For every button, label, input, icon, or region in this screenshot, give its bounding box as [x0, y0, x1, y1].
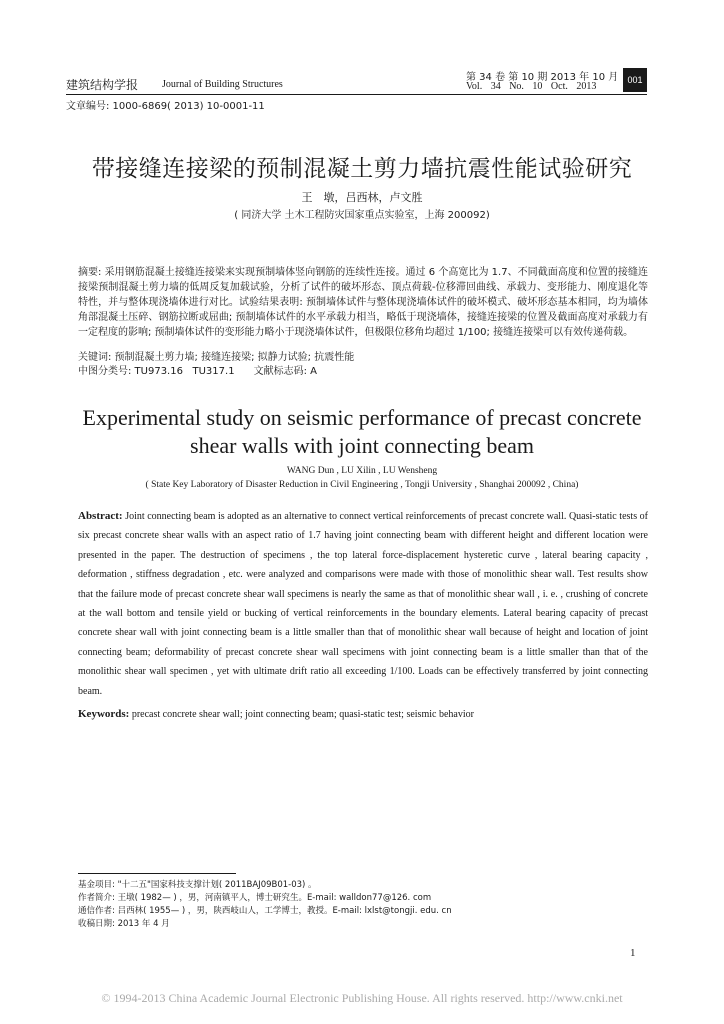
authors-en: WANG Dun , LU Xilin , LU Wensheng [286, 466, 438, 476]
keywords-en-body: precast concrete shear wall; joint connecting beam; quasi-static test; seismic behavior [131, 709, 474, 720]
paper-title-en [0, 404, 724, 460]
copyright-watermark: © 1994-2013 China Academic Journal Electronic Publishing House. All rights reserved. http://www.cnki.net [101, 991, 623, 1005]
keywords-en [78, 708, 474, 720]
keywords-cn: 关键词: 预制混凝土剪力墙; 接缝连接梁; 拟静力试验; 抗震性能 [78, 352, 355, 363]
affiliation-en: ( State Key Laboratory of Disaster Reduction in Civil Engineering , Tongji University , Shanghai 200092 , China) [145, 480, 579, 490]
abstract-en-label: Abstract: [78, 510, 123, 522]
keywords-en-label: Keywords: [78, 708, 130, 720]
authors-cn: 王 墩，吕西林，卢文胜 [301, 191, 423, 204]
paper-title-en-line2: shear walls with joint connecting beam [190, 433, 534, 458]
affiliation-cn: ( 同济大学 土木工程防灾国家重点实验室，上海 200092) [234, 210, 490, 221]
footnote-rule [78, 873, 236, 874]
classification-code-cn: 中图分类号: TU973.16 TU317.1 文献标志码: A [78, 366, 318, 377]
abstract-en-body: Joint connecting beam is adopted as an alternative to connect vertical reinforcements of precast concrete wall. Quasi-static tests of six precast concrete shear walls with an aspect ratio of 1.7 having joint connecting beam with different height and different location were presented in the paper. The destruction of specimens , the top lateral force-displacement hysteretic curve , lateral bearing capacity , deformation , stiffness degradation , etc. were analyzed and comparisons were made with those of monolithic shear wall. Test results show that the failure mode of precast concrete shear wall specimens is nearly the same as that of monolithic shear wall , i. e. , crushing of concrete at the wall bottom and tensile yield or bucking of vertical reinforcements in the boundary elements. Lateral bearing capacity of precast concrete shear wall with joint connecting beam is a little smaller than that of monolithic shear wall because of height and location of joint connecting beam; deformability of precast concrete shear wall specimens with joint connecting beam is a little smaller than that of the monolithic shear wall specimen , yet with ultimate drift ratio all exceeding 1/100. Loads can be effectively transferred by joint connecting beam. [78, 511, 649, 697]
page-number: 1 [630, 947, 636, 959]
header-rule [66, 94, 647, 95]
footnote-fund: 基金项目: "十二五"国家科技支撑计划( 2011BAJ09B01-03) 。 [78, 880, 317, 890]
abstract-cn: 摘要: 采用钢筋混凝土接缝连接梁来实现预制墙体竖向钢筋的连续性连接。通过 6 个高宽比为 1.7、不同截面高度和位置的接缝连接梁预制混凝土剪力墙的低周反复加载试验，分析了试件的破坏形态、顶点荷载-位移滞回曲线、承载力、变形能力、刚度退化等特性，并与整体现浇墙体进行对比。试验结果表明: 预制墙体试件与整体现浇墙体试件的破坏模式、破坏形态基本相同，均为墙体角部混凝土压碎、钢筋拉断或屈曲; 预制墙体试件的水平承载力相当，略低于现浇墙体，接缝连接梁的位置及截面高度对承载力有一定程度的影响; 预制墙体试件的变形能力略小于现浇墙体试件，但极限位移角均超过 1/100; 接缝连接梁可以有效传递荷载。 [78, 267, 648, 338]
abstract-en [78, 507, 648, 701]
issue-info-en: Vol. 34 No. 10 Oct. 2013 [466, 81, 597, 92]
footnote-author2: 通信作者: 吕西林( 1955— ) ，男，陕西岐山人，工学博士，教授。E-mail: lxlst@tongji. edu. cn [78, 906, 452, 916]
journal-name-cn: 建筑结构学报 [66, 78, 139, 92]
article-number: 文章编号: 1000-6869( 2013) 10-0001-11 [66, 101, 265, 112]
footnote-received: 收稿日期: 2013 年 4 月 [78, 919, 170, 929]
paper-title-en-line1: Experimental study on seismic performance of precast concrete [82, 405, 642, 430]
page-code-badge: 001 [623, 68, 647, 92]
footnote-author1: 作者简介: 王墩( 1982— ) ，男，河南镇平人，博士研究生。E-mail: walldon77@126. com [78, 893, 432, 903]
paper-title-cn: 带接缝连接梁的预制混凝土剪力墙抗震性能试验研究 [91, 156, 633, 182]
journal-name-en: Journal of Building Structures [162, 79, 283, 90]
issue-info-cn: 第 34 卷 第 10 期 2013 年 10 月 [466, 72, 619, 83]
